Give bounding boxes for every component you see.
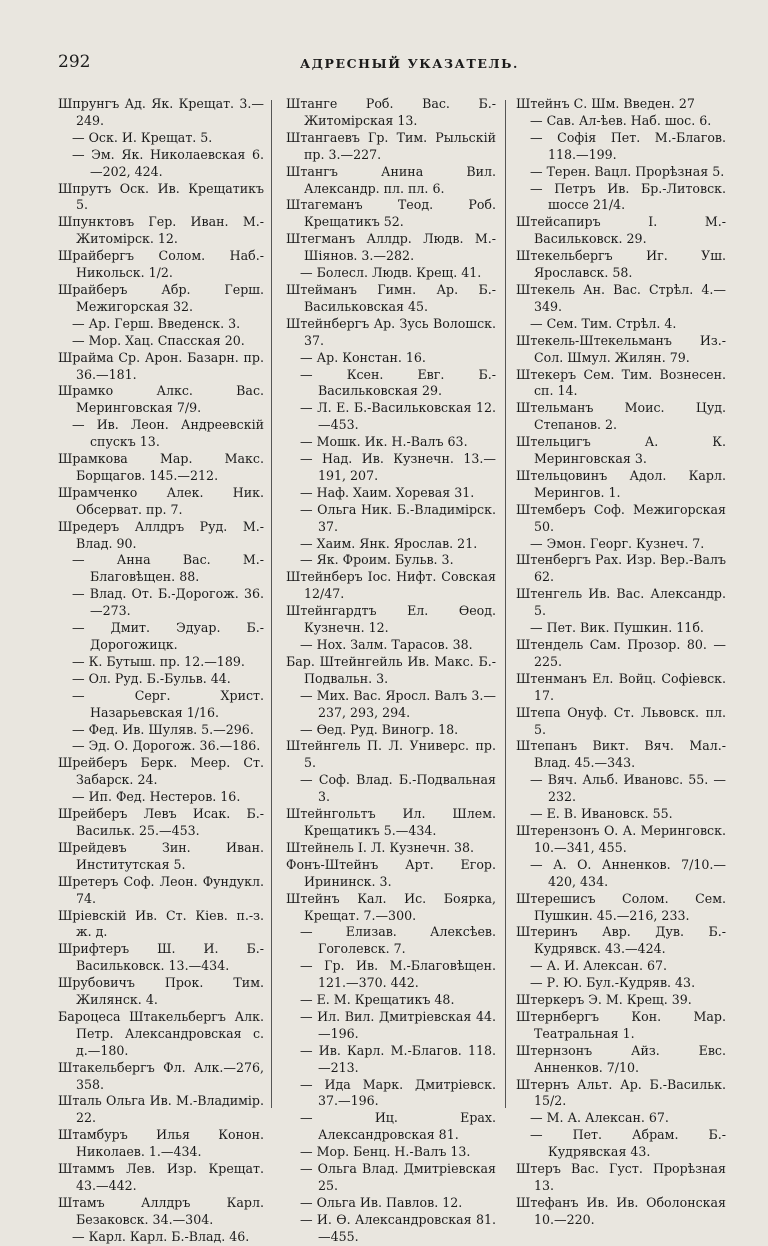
directory-entry: — Дмит. Эдуар. Б.-Дорогожицк. xyxy=(72,620,264,652)
running-title: АДРЕСНЫЙ УКАЗАТЕЛЬ. xyxy=(300,56,520,71)
directory-entry: Штельманъ Моис. Цуд. Степанов. 2. xyxy=(516,400,726,433)
directory-entry: — Сав. Ал-ѣев. Наб. шос. 6. xyxy=(530,112,712,128)
directory-entry: Штейнбергъ Ар. Зусь Волошск. 37. xyxy=(286,315,496,348)
directory-entry: Бароцеса Штакельбергъ Алк. Петр. Александровская с. д.—180. xyxy=(58,1008,264,1058)
directory-entry: Штейнъ Кал. Ис. Боярка, Крещат. 7.—300. xyxy=(286,890,496,923)
directory-entry: — Влад. От. Б.-Дорогож. 36.—273. xyxy=(72,586,264,619)
directory-entry: Штенгель Ив. Вас. Александр. 5. xyxy=(516,586,726,619)
directory-entry: — Нох. Залм. Тарасов. 38. xyxy=(300,637,473,652)
directory-entry: Фонъ-Штейнъ Арт. Егор. Ирининск. 3. xyxy=(286,856,496,889)
column-right xyxy=(516,96,726,1229)
directory-entry: Штаммъ Лев. Изр. Крещат. 43.—442. xyxy=(58,1161,264,1193)
directory-entry: — Эд. О. Дорогож. 36.—186. xyxy=(72,738,261,754)
directory-entry: — Хаим. Янк. Ярослав. 21. xyxy=(300,535,478,551)
directory-entry: — Мор. Хац. Спасская 20. xyxy=(72,332,245,348)
directory-entry: Штейнель I. Л. Кузнечн. 38. xyxy=(286,839,475,855)
directory-entry: Штекеръ Сем. Тим. Вознесен. сп. 14. xyxy=(516,366,726,399)
directory-entry: Штангаевъ Гр. Тим. Рыльскій пр. 3.—227. xyxy=(286,129,496,162)
directory-entry: — Оск. И. Крещат. 5. xyxy=(72,129,213,145)
directory-entry: Шрайберъ Абр. Герш. Межигорская 32. xyxy=(58,281,264,314)
directory-entry: Шрубовичъ Прок. Тим. Жилянск. 4. xyxy=(58,975,264,1008)
directory-entry: Штемберъ Соф. Межигорская 50. xyxy=(516,501,726,534)
directory-entry: — Гр. Ив. М.-Благовѣщен. 121.—370. 442. xyxy=(300,958,496,991)
directory-entry: — Ол. Руд. Б.-Бульв. 44. xyxy=(72,670,231,686)
directory-entry: Штепанъ Викт. Вяч. Мал.-Влад. 45.—343. xyxy=(516,738,726,771)
directory-entry: Штернзонъ Айз. Евс. Анненков. 7/10. xyxy=(516,1042,726,1075)
directory-entry: — Пет. Абрам. Б.-Кудрявская 43. xyxy=(530,1127,726,1160)
directory-entry: Бар. Штейнгейль Ив. Макс. Б.-Подвальн. 3. xyxy=(286,653,496,686)
directory-entry: Штамъ Аллдръ Карл. Безаковск. 34.—304. xyxy=(58,1194,264,1227)
directory-entry: — Наф. Хаим. Хоревая 31. xyxy=(300,484,475,500)
directory-entry: — Эм. Як. Николаевская 6.—202, 424. xyxy=(72,146,264,179)
column-divider xyxy=(505,100,506,1108)
directory-entry: Штейсапиръ I. М.-Васильковск. 29. xyxy=(516,214,726,247)
directory-entry: — Ольга Ник. Б.-Владимірск. 37. xyxy=(300,501,496,534)
directory-entry: Шрамченко Алек. Ник. Обсерват. пр. 7. xyxy=(58,484,264,517)
directory-entry: — Ида Марк. Дмитріевск. 37.—196. xyxy=(300,1076,496,1109)
directory-entry: — Ар. Констан. 16. xyxy=(300,349,426,365)
directory-entry: Штанге Роб. Вас. Б.-Житомірская 13. xyxy=(286,96,496,128)
directory-entry: — Ольга Ив. Павлов. 12. xyxy=(300,1194,463,1210)
directory-entry: — Анна Вас. М.-Благовѣщен. 88. xyxy=(72,552,264,585)
directory-entry: — А. И. Алексан. 67. xyxy=(530,958,667,974)
directory-entry: Штагеманъ Теод. Роб. Крещатикъ 52. xyxy=(286,197,496,230)
directory-entry: Шпрунгъ Ад. Як. Крещат. 3.—249. xyxy=(58,96,264,128)
directory-entry: — А. О. Анненков. 7/10.—420, 434. xyxy=(530,856,726,889)
directory-entry: — Өед. Руд. Виногр. 18. xyxy=(300,721,459,737)
column-left xyxy=(58,96,264,1246)
directory-entry: Штекельбергъ Иг. Уш. Ярославск. 58. xyxy=(516,248,726,281)
directory-entry: — Як. Фроим. Бульв. 3. xyxy=(300,552,454,568)
directory-entry: — Над. Ив. Кузнечн. 13.—191, 207. xyxy=(300,451,496,483)
directory-entry: — К. Бутыш. пр. 12.—189. xyxy=(72,653,245,669)
directory-entry: — Болесл. Людв. Крещ. 41. xyxy=(300,265,482,281)
directory-entry: — Петръ Ив. Бр.-Литовск. шоссе 21/4. xyxy=(530,180,726,213)
directory-entry: Шпунктовъ Гер. Иван. М.-Житомірск. 12. xyxy=(58,214,264,247)
directory-entry: — Серг. Христ. Назарьевская 1/16. xyxy=(72,687,264,720)
directory-entry: Штейнгольтъ Ил. Шлем. Крещатикъ 5.—434. xyxy=(286,806,496,838)
directory-entry: Штерензонъ О. А. Меринговск. 10.—341, 455. xyxy=(516,822,726,855)
directory-entry: Штефанъ Ив. Ив. Оболонская 10.—220. xyxy=(516,1194,726,1227)
directory-entry: — Е. М. Крещатикъ 48. xyxy=(300,992,455,1008)
directory-entry: Штегманъ Аллдр. Людв. М.-Шіянов. 3.—282. xyxy=(286,231,496,264)
directory-entry: — Вяч. Альб. Ивановс. 55. —232. xyxy=(530,772,726,805)
directory-entry: Шрайбергъ Солом. Наб.-Никольск. 1/2. xyxy=(58,248,264,281)
directory-entry: — Ил. Вил. Дмитріевская 44.—196. xyxy=(300,1008,496,1041)
directory-entry: Штеркеръ Э. М. Крещ. 39. xyxy=(516,992,692,1008)
directory-entry: Штекель-Штекельманъ Из.-Сол. Шмул. Жилян. 79. xyxy=(516,332,726,365)
directory-entry: — Елизав. Алексѣев. Гоголевск. 7. xyxy=(300,924,496,957)
directory-entry: Шрифтеръ Ш. И. Б.-Васильковск. 13.—434. xyxy=(58,941,264,974)
directory-entry: Шпрутъ Оск. Ив. Крещатикъ 5. xyxy=(58,180,264,213)
directory-entry: Штейнгардтъ Ел. Өеод. Кузнечн. 12. xyxy=(286,603,496,636)
directory-entry: — Мошк. Ик. Н.-Валъ 63. xyxy=(300,434,468,450)
directory-entry: — Ар. Герш. Введенск. 3. xyxy=(72,315,241,331)
directory-entry: Штейнъ С. Шм. Введен. 27 xyxy=(516,96,695,111)
directory-entry: Штельцигъ А. К. Меринговская 3. xyxy=(516,434,726,467)
directory-entry: Шрейберъ Берк. Меер. Ст. Забарск. 24. xyxy=(58,755,264,788)
directory-entry: Штейнгель П. Л. Универс. пр. 5. xyxy=(286,738,496,771)
directory-entry: Шрайма Ср. Арон. Базарн. пр. 36.—181. xyxy=(58,349,264,382)
directory-entry: Штендель Сам. Прозор. 80. —225. xyxy=(516,637,726,669)
directory-entry: — Софія Пет. М.-Благов. 118.—199. xyxy=(530,129,726,162)
directory-entry: Штеръ Вас. Густ. Прорѣзная 13. xyxy=(516,1161,726,1193)
directory-entry: Шрейберъ Левъ Исак. Б.-Васильк. 25.—453. xyxy=(58,806,264,838)
directory-entry: — Иц. Ерах. Александровская 81. xyxy=(300,1110,496,1143)
directory-entry: Штамбуръ Илья Конон. Николаев. 1.—434. xyxy=(58,1127,264,1160)
directory-entry: Штельцовинъ Адол. Карл. Мерингов. 1. xyxy=(516,467,726,500)
directory-entry: Шрамко Алкс. Вас. Меринговская 7/9. xyxy=(58,383,264,416)
directory-entry: — Соф. Влад. Б.-Подвальная 3. xyxy=(300,772,496,805)
directory-entry: — Мор. Бенц. Н.-Валъ 13. xyxy=(300,1144,471,1160)
directory-entry: — Пет. Вик. Пушкин. 11б. xyxy=(530,620,704,636)
directory-entry: Шрамкова Мар. Макс. Борщагов. 145.—212. xyxy=(58,451,264,483)
directory-entry: Штакельбергъ Фл. Алк.—276, 358. xyxy=(58,1059,264,1092)
column-middle xyxy=(286,96,496,1246)
directory-entry: Штейнберъ Іос. Нифт. Совская 12/47. xyxy=(286,569,496,602)
directory-entry: Шредеръ Аллдръ Руд. М.-Влад. 90. xyxy=(58,518,264,551)
directory-entry: — Фед. Ив. Шуляв. 5.—296. xyxy=(72,721,254,737)
directory-entry: Штерешисъ Солом. Сем. Пушкин. 45.—216, 233. xyxy=(516,890,726,923)
directory-entry: — М. А. Алексан. 67. xyxy=(530,1110,669,1126)
directory-entry: Шретеръ Соф. Леон. Фундукл. 74. xyxy=(58,873,264,906)
directory-entry: Штенбергъ Рах. Изр. Вер.-Валъ 62. xyxy=(516,552,726,585)
directory-entry: — Л. Е. Б.-Васильковская 12.—453. xyxy=(300,400,496,433)
directory-entry: — Карл. Карл. Б.-Влад. 46. xyxy=(72,1228,250,1244)
directory-entry: Штейманъ Гимн. Ар. Б.-Васильковская 45. xyxy=(286,281,496,314)
directory-entry: Шрейдевъ Зин. Иван. Институтская 5. xyxy=(58,839,264,872)
directory-entry: — Ип. Фед. Нестеров. 16. xyxy=(72,789,241,805)
directory-entry: — Ив. Карл. М.-Благов. 118.—213. xyxy=(300,1042,496,1075)
directory-entry: Штепа Онуф. Ст. Львовск. пл. 5. xyxy=(516,704,726,737)
directory-entry: — Сем. Тим. Стрѣл. 4. xyxy=(530,315,677,331)
directory-entry: Штекель Ан. Вас. Стрѣл. 4.—349. xyxy=(516,281,726,314)
directory-entry: — Терен. Вацл. Прорѣзная 5. xyxy=(530,163,725,179)
directory-entry: — И. Ө. Александровская 81.—455. xyxy=(300,1211,496,1244)
directory-entry: — Мих. Вас. Яросл. Валъ 3.—237, 293, 294. xyxy=(300,687,496,720)
page-number: 292 xyxy=(58,52,91,72)
directory-entry: — Ольга Влад. Дмитріевская 25. xyxy=(300,1161,496,1193)
directory-entry: Штангъ Анина Вил. Александр. пл. пл. 6. xyxy=(286,163,496,196)
directory-entry: — Е. В. Ивановск. 55. xyxy=(530,806,673,822)
directory-entry: Шталь Ольга Ив. М.-Владимір. 22. xyxy=(58,1093,264,1126)
page-header xyxy=(0,52,768,76)
directory-entry: Штернъ Альт. Ар. Б.-Васильк. 15/2. xyxy=(516,1076,726,1109)
directory-entry: — Р. Ю. Бул.-Кудряв. 43. xyxy=(530,975,696,991)
column-divider xyxy=(271,100,272,1108)
directory-entry: Штенманъ Ел. Войц. Софіевск. 17. xyxy=(516,670,726,703)
directory-entry: — Ксен. Евг. Б.-Васильковская 29. xyxy=(300,366,496,399)
directory-entry: Штернбергъ Кон. Мар. Театральная 1. xyxy=(516,1008,726,1041)
directory-entry: — Ив. Леон. Андреевскій спускъ 13. xyxy=(72,417,264,450)
directory-entry: — Эмон. Георг. Кузнеч. 7. xyxy=(530,535,705,551)
directory-entry: Шріевскій Ив. Ст. Кіев. п.-з. ж. д. xyxy=(58,907,264,940)
directory-entry: Штеринъ Авр. Дув. Б.-Кудрявск. 43.—424. xyxy=(516,924,726,957)
